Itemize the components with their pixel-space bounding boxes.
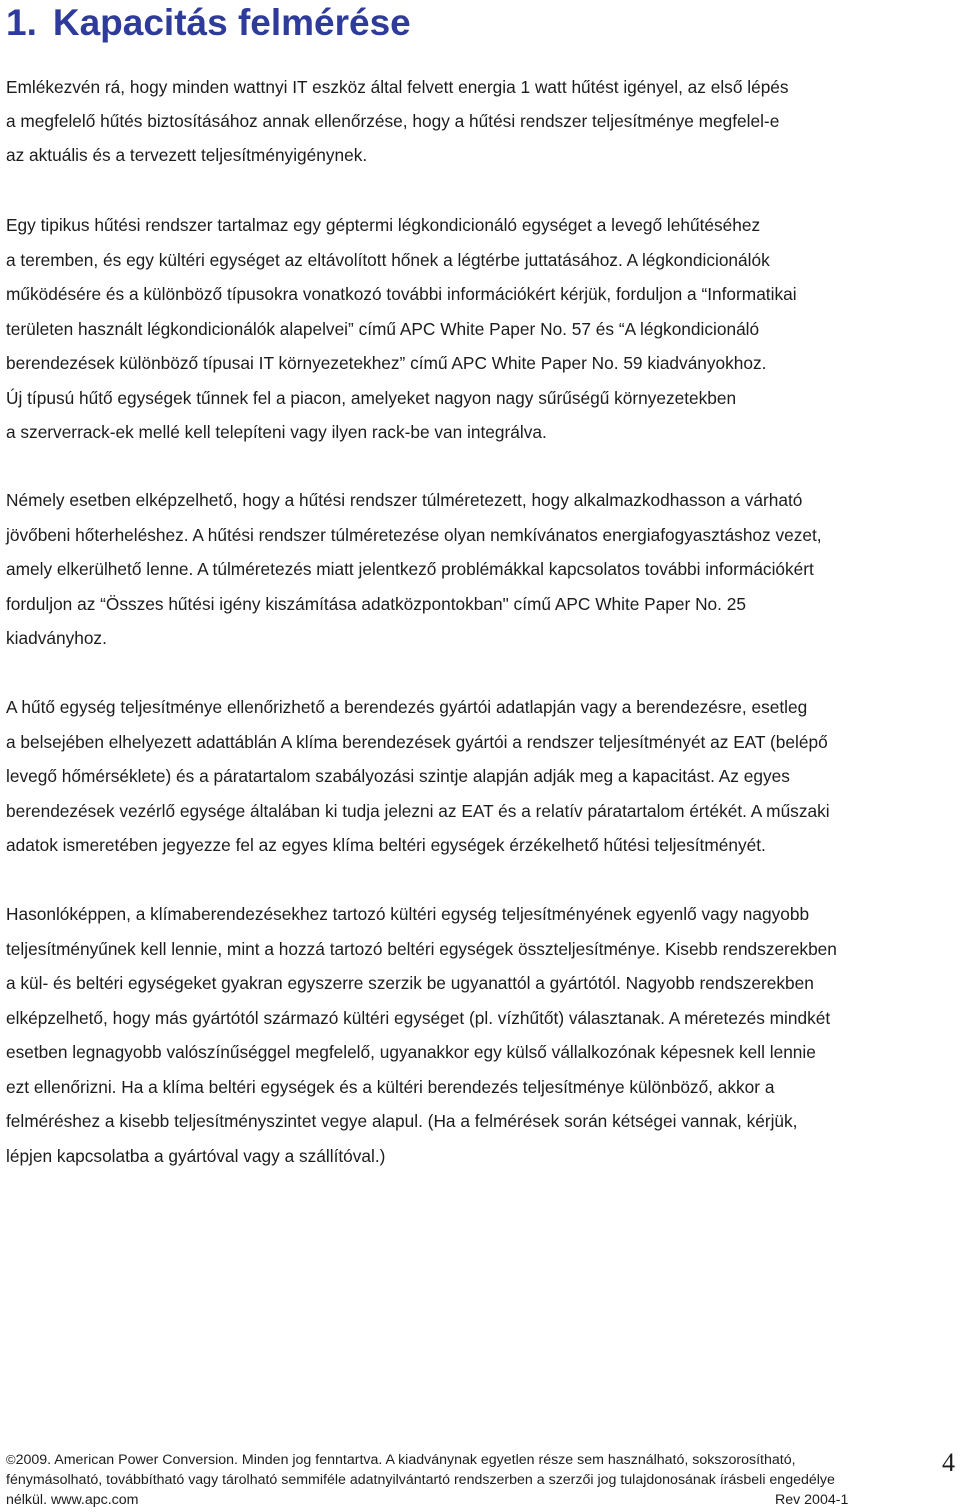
footer-line-3 [6, 1490, 866, 1510]
section-heading [6, 2, 411, 44]
footer-copyright-line [6, 1450, 866, 1470]
paragraph-outdoor-unit: Hasonlóképpen, a klímaberendezésekhez tartozó kültéri egység teljesítményének egyenlő vagy nagyobb teljesítményűnek kell lennie, mint a hozzá tartozó beltéri egységek összteljesítménye. Kisebb rendszerekben a kül- és beltéri egységeket gyakran egyszerre szerzik be ugyanattól a gyártótól. Nagyobb rendszerekben elképzelhető, hogy más gyártótól származó kültéri egységet (pl. vízhűtőt) választanak. A méretezés mindkét esetben legnagyobb valószínűséggel megfelelő, ugyanakkor egy külső vállalkozónak képesnek kell lennie ezt ellenőrizni. Ha a klíma beltéri egységek és a kültéri berendezés teljesítménye különböző, akkor a felméréshez a kisebb teljesítményszintet vegye alapul. (Ha a felmérések során kétségei vannak, kérjük, lépjen kapcsolatba a gyártóval vagy a szállítóval.) [6, 904, 837, 1166]
paragraph-unit-capacity: A hűtő egység teljesítménye ellenőrizhető a berendezés gyártói adatlapján vagy a berendezésre, esetleg a belsejében elhelyezett adattáblán A klíma berendezések gyártói a rendszer teljesítményét az EAT (belépő levegő hőmérséklete) és a páratartalom szabályozási szintje alapján adják meg a kapacitást. Az egyes berendezések vezérlő egysége általában ki tudja jelezni az EAT és a relatív páratartalom értékét. A műszaki adatok ismeretében jegyezze fel az egyes klíma beltéri egységek érzékelhető hűtési teljesítményét. [6, 697, 830, 855]
footer-website: nélkül. www.apc.com [6, 1492, 139, 1508]
paragraph-oversizing: Némely esetben elképzelhető, hogy a hűtési rendszer túlméretezett, hogy alkalmazkodhasson a várható jövőbeni hőterheléshez. A hűtési rendszer túlméretezése olyan nemkívánatos energiafogyasztáshoz vezet, amely elkerülhető lenne. A túlméretezés miatt jelentkező problémákkal kapcsolatos további információkért forduljon az “Összes hűtési igény kiszámítása adatközpontokban" című APC White Paper No. 25 kiadványhoz. [6, 490, 822, 648]
page-number: 4 [942, 1448, 955, 1477]
paragraph-intro: Emlékezvén rá, hogy minden wattnyi IT eszköz által felvett energia 1 watt hűtést igényel, az első lépés a megfelelő hűtés biztosításához annak ellenőrzése, hogy a hűtési rendszer teljesítménye megfelel-e az aktuális és a tervezett teljesítményigénynek. [6, 77, 789, 165]
section-title: Kapacitás felmérése [52, 2, 411, 43]
section-number: 1. [6, 2, 37, 43]
footer-line-1: 2009. American Power Conversion. Minden jog fenntartva. A kiadványnak egyetlen része sem használható, sokszorosítható, [15, 1452, 796, 1468]
page-footer [6, 1450, 866, 1510]
copyright-icon: © [6, 1452, 16, 1467]
footer-revision: Rev 2004-1 [775, 1492, 849, 1508]
paragraph-typical-cooling-system: Egy tipikus hűtési rendszer tartalmaz egy géptermi légkondicionáló egységet a levegő lehűtéséhez a teremben, és egy kültéri egységet az eltávolított hőnek a légtérbe juttatásához. A légkondicionálók működésére és a különböző típusokra vonatkozó további információkért kérjük, forduljon a “Informatikai területen használt légkondicionálók alapelvei” című APC White Paper No. 57 és “A légkondicionáló berendezések különböző típusai IT környezetekhez” című APC White Paper No. 59 kiadványokhoz. Új típusú hűtő egységek tűnnek fel a piacon, amelyeket nagyon nagy sűrűségű környezetekben a szerverrack-ek mellé kell telepíteni vagy ilyen rack-be van integrálva. [6, 215, 797, 442]
footer-line-2: fénymásolható, továbbítható vagy tárolható semmiféle adatnyilvántartó rendszerben a szerzői jog tulajdonosának írásbeli engedélye [6, 1472, 835, 1488]
